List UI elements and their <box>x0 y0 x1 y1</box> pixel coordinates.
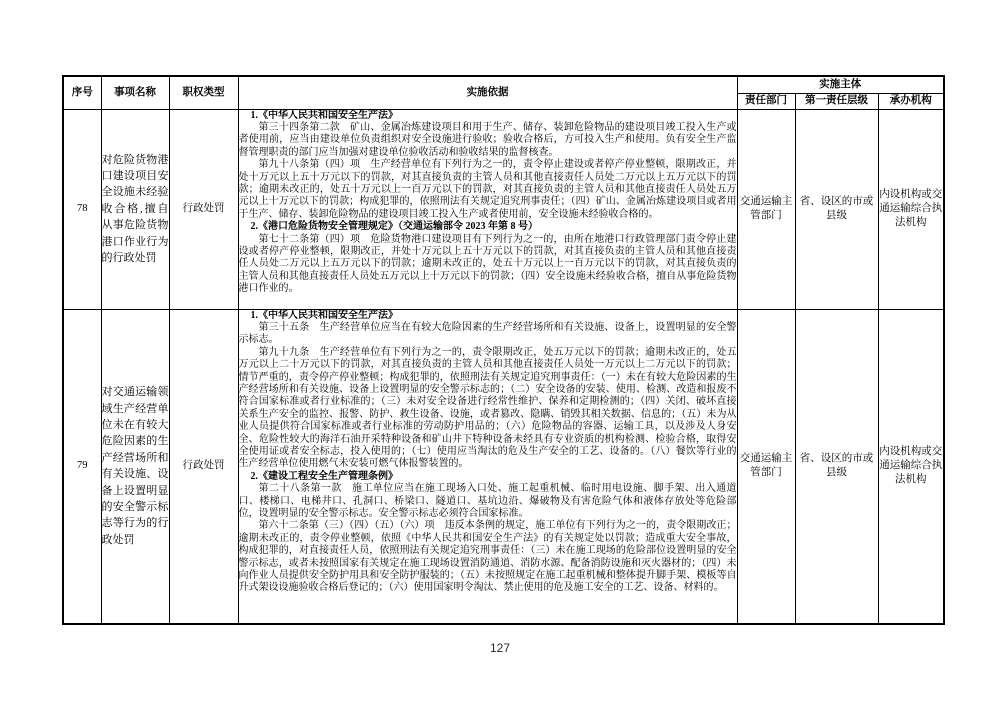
law-clause: 第二十八条第一款 施工单位应当在施工现场入口处、施工起重机械、临时用电设施、脚手架、出入通道口、楼梯口、电梯井口、孔洞口、桥梁口、隧道口、基坑边沿、爆破物及有害危险气体和液体存放处等危险部位，设置明显的安全警示标志。安全警示标志必须符合国家标准。 <box>238 483 737 519</box>
first-responsibility-level: 省、设区的市或县级 <box>795 309 878 624</box>
law-title: 2.《港口危险货物安全管理规定》（交通运输部令 2023 年第 8 号） <box>250 221 538 233</box>
law-clause: 第三十五条 生产经营单位应当在有较大危险因素的生产经营场所和有关设施、设备上，设置明显的安全警示标志。 <box>238 321 737 346</box>
header-undertaking-org: 承办机构 <box>878 93 944 109</box>
first-responsibility-level: 省、设区的市或县级 <box>795 109 878 309</box>
header-authority-type: 职权类型 <box>169 76 238 109</box>
row-no: 78 <box>63 109 101 309</box>
undertaking-org: 内设机构或交通运输综合执法机构 <box>878 309 944 624</box>
law-clause: 第九十八条第（四）项 生产经营单位有下列行为之一的，责令停止建设或者停产停业整顿，限期改正，并处十万元以上五十万元以下的罚款，对其直接负责的主管人员和其他直接责任人员处二万元以上五万元以下的罚款；逾期未改正的，处五十万元以上一百万元以下的罚款，对其直接负责的主管人员和其他直接责任人员处五万元以上十万元以下的罚款；构成犯罪的，依照刑法有关规定追究刑事责任；（四）矿山、金属冶炼建设项目或者用于生产、储存、装卸危险物品的建设项目竣工投入生产或者使用前，安全设施未经验收合格的。 <box>238 159 737 220</box>
page-number: 127 <box>489 641 511 655</box>
header-implementation-subject: 实施主体 <box>737 76 944 93</box>
header-no: 序号 <box>63 76 101 109</box>
header-implementation-basis: 实施依据 <box>238 76 737 109</box>
law-title: 1.《中华人民共和国安全生产法》 <box>250 109 398 121</box>
law-clause: 第三十四条第二款 矿山、金属冶炼建设项目和用于生产、储存、装卸危险物品的建设项目竣工投入生产或者使用前，应当由建设单位负责组织对安全设施进行验收；验收合格后，方可投入生产和使用。负有安全生产监督管理职责的部门应当加强对建设单位验收活动和验收结果的监督核查。 <box>238 121 737 158</box>
authority-type: 行政处罚 <box>169 309 238 624</box>
header-responsible-dept: 责任部门 <box>737 93 795 109</box>
law-title: 2.《建设工程安全生产管理条例》 <box>250 470 398 482</box>
undertaking-org: 内设机构或交通运输综合执法机构 <box>878 109 944 309</box>
header-first-responsibility-level: 第一责任层级 <box>795 93 878 109</box>
header-row-1 <box>63 76 944 93</box>
responsible-dept: 交通运输主管部门 <box>737 109 795 309</box>
row-no: 79 <box>63 309 101 624</box>
authority-items-table <box>62 75 945 625</box>
law-clause: 第七十二条第（四）项 危险货物港口建设项目有下列行为之一的，由所在地港口行政管理部门责令停止建设或者停产停业整顿，限期改正，并处十万元以上五十万元以下的罚款，对其直接负责的主管人员和其他直接责任人员处二万元以上五万元以下的罚款；逾期未改正的，处五十万元以上一百万元以下的罚款，对其直接负责的主管人员和其他直接责任人员处五万元以上十万元以下的罚款；（四）安全设施未经验收合格，擅自从事危险货物港口作业的。 <box>238 233 737 295</box>
responsible-dept: 交通运输主管部门 <box>737 309 795 624</box>
law-clause: 第九十九条 生产经营单位有下列行为之一的，责令限期改正，处五万元以下的罚款；逾期未改正的，处五万元以上二十万元以下的罚款，对其直接负责的主管人员和其他直接责任人员处一万元以上二万元以下的罚款；情节严重的，责令停产停业整顿；构成犯罪的，依照刑法有关规定追究刑事责任：（一）未在有较大危险因素的生产经营场所和有关设施、设备上设置明显的安全警示标志的；（二）安全设备的安装、使用、检测、改造和报废不符合国家标准或者行业标准的；（三）未对安全设备进行经常性维护、保养和定期检测的；（四）关闭、破坏直接关系生产安全的监控、报警、防护、救生设备、设施，或者篡改、隐瞒、销毁其相关数据、信息的；（五）未为从业人员提供符合国家标准或者行业标准的劳动防护用品的；（六）危险物品的容器、运输工具，以及涉及人身安全、危险性较大的海洋石油开采特种设备和矿山井下特种设备未经具有专业资质的机构检测、检验合格，取得安全使用证或者安全标志，投入使用的；（七）使用应当淘汰的危及生产安全的工艺、设备的。（八）餐饮等行业的生产经营单位使用燃气未安装可燃气体报警装置的。 <box>238 346 737 470</box>
law-title: 1.《中华人民共和国安全生产法》 <box>250 309 398 321</box>
item-name: 对危险货物港口建设项目安全设施未经验收合格,擅自从事危险货物港口作业行为的行政处罚 <box>101 109 169 309</box>
implementation-basis <box>238 109 737 309</box>
header-item-name: 事项名称 <box>101 76 169 109</box>
law-clause: 第六十二条第（三）（四）（五）（六）项 违反本条例的规定，施工单位有下列行为之一的，责令限期改正；逾期未改正的，责令停业整顿，依照《中华人民共和国安全生产法》的有关规定处以罚款；造成重大安全事故，构成犯罪的，对直接责任人员，依照刑法有关规定追究刑事责任：（三）未在施工现场的危险部位设置明显的安全警示标志，或者未按照国家有关规定在施工现场设置消防通道、消防水源、配备消防设施和灭火器材的；（四）未向作业人员提供安全防护用具和安全防护服装的；（五）未按照规定在施工起重机械和整体提升脚手架、模板等自升式架设设施验收合格后登记的；（六）使用国家明令淘汰、禁止使用的危及施工安全的工艺、设备、材料的。 <box>238 520 737 594</box>
implementation-basis <box>238 309 737 624</box>
item-name: 对交通运输领域生产经营单位未在有较大危险因素的生产经营场所和有关设施、设备上设置明显的安全警示标志等行为的行政处罚 <box>101 309 169 624</box>
table-row <box>63 109 944 309</box>
authority-type: 行政处罚 <box>169 109 238 309</box>
table-row <box>63 309 944 624</box>
